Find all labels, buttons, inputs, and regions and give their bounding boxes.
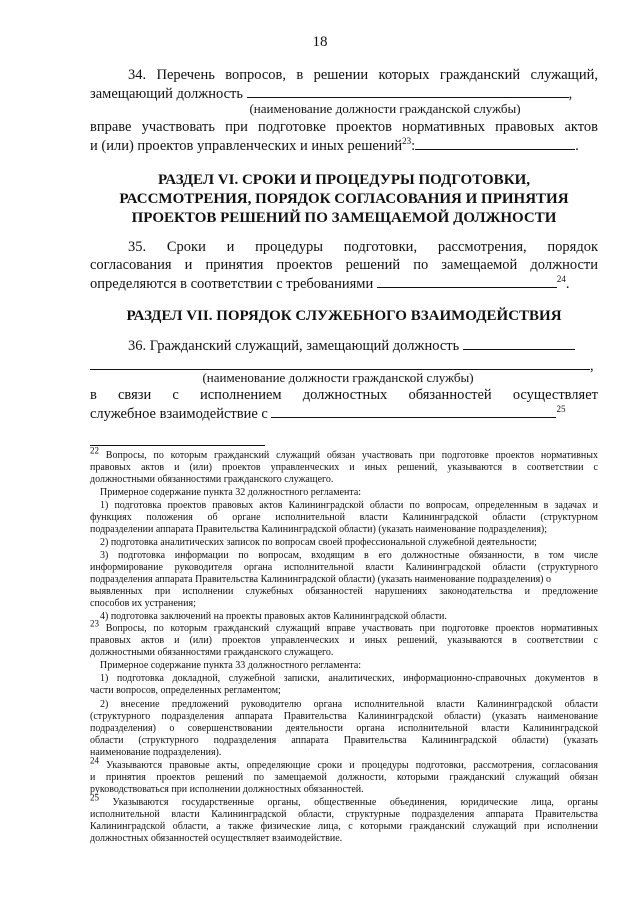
footnote-22-line-3: должностными обязанностями гражданского служащего. xyxy=(90,474,334,485)
p34-line-4: и (или) проектов управленческих и иных решений$^{23}$: . xyxy=(90,136,579,154)
footnote-23-line-4: Примерное содержание пункта 33 должностного регламента: xyxy=(100,660,362,671)
footnote-23-line-5: 1) подготовка докладной, служебной записки, аналитических, информационно-справочных документов в xyxy=(100,673,598,684)
footnote-22-line-6: функциях положения об органе исполнительной власти Калининградской области (структурном xyxy=(90,512,598,523)
footnote-25-line-4: должностных обязанностей осуществляет взаимодействие. xyxy=(90,833,343,844)
p34-position-blank xyxy=(247,84,569,98)
p34-line-2: замещающий должность , xyxy=(90,86,573,102)
p35-requirements-blank xyxy=(377,274,557,288)
footnote-23-line-3: должностными обязанностями гражданского служащего. xyxy=(90,647,334,658)
footnote-23-line-7: 2) внесение предложений руководителю органа исполнительной власти Калининградской области xyxy=(100,699,598,710)
footnote-23-line-11: наименование подразделения). xyxy=(90,747,222,758)
footnote-24-line-3: руководствоваться при исполнении должностных обязанностей. xyxy=(90,784,364,795)
section-7-heading: РАЗДЕЛ VII. ПОРЯДОК СЛУЖЕБНОГО ВЗАИМОДЕЙСТВИЯ xyxy=(126,308,562,324)
p36-line-3: в связи с исполнением должностных обязанностей осуществляет xyxy=(90,387,598,403)
footnote-22-line-4: Примерное содержание пункта 32 должностного регламента: xyxy=(100,487,362,498)
footnote-separator xyxy=(90,445,265,446)
footnote-25-line-2: исполнительной власти Калининградской области, структурные подразделения аппарата Правительства xyxy=(90,809,598,820)
p36-position-blank-2 xyxy=(90,356,590,370)
footnote-23-line-2: правовых актов и (или) проектов управленческих и иных решений, указываются в соответствии с xyxy=(90,635,598,646)
footnote-23-line-10: области (структурного подразделения аппарата Правительства Калининградской области) (указать xyxy=(90,735,598,746)
footnote-24-line-1: $^{24}$ Указываются правовые акты, определяющие сроки и процедуры подготовки, рассмотрения, согласования xyxy=(90,755,599,771)
footnote-22-line-14: 4) подготовка заключений на проекты правовых актов Калининградской области. xyxy=(100,611,447,622)
footnote-25-line-3: Калининградской области, а также физические лица, с которыми гражданский служащий при исполнении xyxy=(90,821,598,832)
section-6-heading-line-2: РАССМОТРЕНИЯ, ПОРЯДОК СОГЛАСОВАНИЯ И ПРИНЯТИЯ xyxy=(119,191,569,207)
footnote-23-line-8: (структурного подразделения аппарата Правительства Калининградской области) (указать наименование xyxy=(90,711,598,722)
p35-line-1: 35. Сроки и процедуры подготовки, рассмотрения, порядок xyxy=(128,239,598,255)
p34-caption: (наименование должности гражданской службы) xyxy=(249,101,521,116)
footnote-22-line-10: информирование руководителя органа исполнительной власти Калининградской области (структурного xyxy=(90,562,598,573)
footnote-22-line-1: $^{22}$ Вопросы, по которым гражданский служащий обязан участвовать при подготовке проектов нормативных xyxy=(90,445,598,461)
p36-interaction-blank xyxy=(271,404,556,418)
page-number: 18 xyxy=(312,34,328,50)
p36-line-1: 36. Гражданский служащий, замещающий должность xyxy=(128,336,598,355)
footnote-22-line-13: способов их устранения; xyxy=(90,598,196,609)
p34-line-3: вправе участвовать при подготовке проектов нормативных правовых актов xyxy=(90,119,598,135)
footnote-22-line-5: 1) подготовка проектов правовых актов Калининградской области по вопросам, определенным в задачах и xyxy=(100,500,598,511)
p36-caption: (наименование должности гражданской службы) xyxy=(202,370,474,385)
p34-decisions-blank xyxy=(415,136,575,150)
p34-line-1: 34. Перечень вопросов, в решении которых гражданский служащий, xyxy=(128,67,598,83)
footnote-23-line-9: подразделения) о совершенствовании деятельности органа исполнительной власти Калининградской xyxy=(90,723,598,734)
footnote-24-line-2: и принятия проектов решений по замещаемой должности, которыми гражданский служащий обязан xyxy=(90,772,598,783)
p36-line-4: служебное взаимодействие с $^{25}$ xyxy=(90,404,566,422)
p35-line-3: определяются в соответствии с требованиями $^{24}$. xyxy=(90,274,570,292)
footnote-23-line-1: $^{23}$ Вопросы, по которым гражданский служащий вправе участвовать при подготовке проектов нормативных xyxy=(90,618,598,634)
footnote-23-line-6: части вопросов, определенных регламентом; xyxy=(90,685,281,696)
footnote-25-line-1: $^{25}$ Указываются государственные органы, общественные объединения, юридические лица, органы xyxy=(90,792,598,808)
section-6-heading-line-1: РАЗДЕЛ VI. СРОКИ И ПРОЦЕДУРЫ ПОДГОТОВКИ, xyxy=(158,172,530,188)
footnote-22-line-12: выявленных при исполнении служебных обязанностей нарушениях законодательства и предложение xyxy=(90,586,598,597)
p35-line-2: согласования и принятия проектов решений по замещаемой должности xyxy=(90,257,598,273)
footnote-22-line-2: правовых актов и (или) проектов управленческих и иных решений, указываются в соответствии с xyxy=(90,462,598,473)
footnote-22-line-8: 2) подготовка аналитических записок по вопросам своей профессиональной служебной деятельности; xyxy=(100,537,537,548)
section-6-heading-line-3: ПРОЕКТОВ РЕШЕНИЙ ПО ЗАМЕЩАЕМОЙ ДОЛЖНОСТИ xyxy=(131,210,557,226)
p36-line-2: , xyxy=(90,356,598,375)
p36-position-blank xyxy=(463,336,575,350)
footnote-22-line-11: подразделения аппарата Правительства Калининградской области) (указать наименование подразделения) о xyxy=(90,574,552,585)
footnote-22-line-7: подразделении аппарата Правительства Калининградской области) (указать наименование подразделения); xyxy=(90,524,548,535)
footnote-22-line-9: 3) подготовка информации по вопросам, входящим в его должностные обязанности, в том числе xyxy=(100,550,598,561)
